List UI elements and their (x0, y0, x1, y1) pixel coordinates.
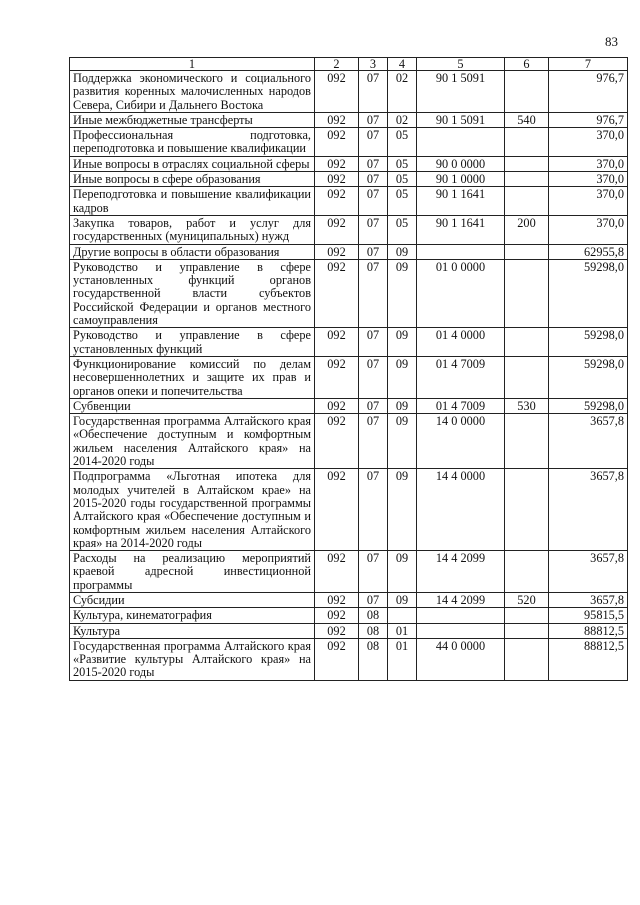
cell-csr: 01 4 7009 (417, 356, 505, 398)
col-header: 1 (70, 58, 315, 71)
cell-rz: 07 (359, 356, 388, 398)
cell-csr: 44 0 0000 (417, 638, 505, 680)
cell-vr (505, 356, 549, 398)
cell-rz: 08 (359, 638, 388, 680)
cell-sum: 370,0 (549, 128, 628, 157)
cell-vr (505, 259, 549, 327)
row-name: Иные вопросы в сфере образования (70, 172, 315, 187)
cell-ved: 092 (315, 259, 359, 327)
cell-pr: 09 (388, 592, 417, 607)
table-row (70, 551, 628, 593)
cell-sum: 3657,8 (549, 414, 628, 469)
table-row (70, 469, 628, 551)
cell-sum: 62955,8 (549, 244, 628, 259)
row-name: Иные межбюджетные трансферты (70, 112, 315, 127)
page-number: 83 (605, 34, 618, 49)
cell-rz: 08 (359, 623, 388, 638)
cell-sum: 370,0 (549, 172, 628, 187)
cell-rz: 07 (359, 244, 388, 259)
cell-rz: 07 (359, 259, 388, 327)
row-name: Руководство и управление в сфере установленных функций (70, 328, 315, 357)
table-row (70, 398, 628, 413)
cell-rz: 07 (359, 328, 388, 357)
cell-vr (505, 128, 549, 157)
cell-sum: 88812,5 (549, 638, 628, 680)
cell-pr: 09 (388, 328, 417, 357)
cell-csr: 14 4 2099 (417, 592, 505, 607)
cell-csr: 01 0 0000 (417, 259, 505, 327)
cell-sum: 59298,0 (549, 328, 628, 357)
cell-rz: 07 (359, 398, 388, 413)
table-row (70, 128, 628, 157)
cell-vr (505, 414, 549, 469)
row-name: Переподготовка и повышение квалификации кадров (70, 187, 315, 216)
cell-ved: 092 (315, 469, 359, 551)
cell-sum: 88812,5 (549, 623, 628, 638)
cell-csr: 14 4 2099 (417, 551, 505, 593)
row-name: Субвенции (70, 398, 315, 413)
cell-ved: 092 (315, 638, 359, 680)
cell-vr (505, 638, 549, 680)
cell-rz: 07 (359, 187, 388, 216)
row-name: Государственная программа Алтайского края «Развитие культуры Алтайского края» на 2015-2020 годы (70, 638, 315, 680)
cell-csr: 90 1 1641 (417, 215, 505, 244)
cell-pr: 09 (388, 244, 417, 259)
cell-sum: 3657,8 (549, 551, 628, 593)
cell-ved: 092 (315, 356, 359, 398)
cell-vr (505, 328, 549, 357)
cell-vr (505, 608, 549, 623)
cell-ved: 092 (315, 328, 359, 357)
cell-ved: 092 (315, 398, 359, 413)
cell-csr: 01 4 7009 (417, 398, 505, 413)
col-header: 6 (505, 58, 549, 71)
table-row (70, 172, 628, 187)
cell-ved: 092 (315, 215, 359, 244)
cell-vr: 520 (505, 592, 549, 607)
cell-csr: 14 0 0000 (417, 414, 505, 469)
cell-rz: 07 (359, 112, 388, 127)
row-name: Культура (70, 623, 315, 638)
budget-table (69, 57, 628, 681)
col-header: 2 (315, 58, 359, 71)
cell-vr (505, 244, 549, 259)
cell-ved: 092 (315, 156, 359, 171)
cell-vr: 200 (505, 215, 549, 244)
cell-pr: 05 (388, 128, 417, 157)
table-row (70, 356, 628, 398)
table-row (70, 215, 628, 244)
col-header: 4 (388, 58, 417, 71)
table-row (70, 328, 628, 357)
cell-vr (505, 469, 549, 551)
cell-csr: 90 1 5091 (417, 71, 505, 113)
cell-rz: 07 (359, 469, 388, 551)
col-header: 5 (417, 58, 505, 71)
cell-ved: 092 (315, 128, 359, 157)
col-header: 7 (549, 58, 628, 71)
cell-pr: 01 (388, 638, 417, 680)
cell-ved: 092 (315, 592, 359, 607)
row-name: Государственная программа Алтайского края «Обеспечение доступным и комфортным жильем населения Алтайского края» на 2014-2020 годы (70, 414, 315, 469)
row-name: Подпрограмма «Льготная ипотека для молодых учителей в Алтайском крае» на 2015-2020 годы государственной программы Алтайского края «Обеспечение доступным и комфортным жильем населения Алтайского края» на 2014-2020 годы (70, 469, 315, 551)
cell-vr (505, 551, 549, 593)
cell-sum: 370,0 (549, 156, 628, 171)
row-name: Иные вопросы в отраслях социальной сферы (70, 156, 315, 171)
cell-csr (417, 608, 505, 623)
cell-rz: 07 (359, 215, 388, 244)
table-row (70, 187, 628, 216)
cell-pr: 02 (388, 71, 417, 113)
cell-pr: 09 (388, 356, 417, 398)
table-row (70, 71, 628, 113)
table-row (70, 244, 628, 259)
table-header-row (70, 58, 628, 71)
row-name: Другие вопросы в области образования (70, 244, 315, 259)
cell-csr: 01 4 0000 (417, 328, 505, 357)
cell-csr: 90 1 1641 (417, 187, 505, 216)
cell-sum: 59298,0 (549, 398, 628, 413)
col-header: 3 (359, 58, 388, 71)
cell-sum: 95815,5 (549, 608, 628, 623)
row-name: Функционирование комиссий по делам несовершеннолетних и защите их прав и органов опеки и попечительства (70, 356, 315, 398)
cell-ved: 092 (315, 608, 359, 623)
row-name: Расходы на реализацию мероприятий краевой адресной инвестиционной программы (70, 551, 315, 593)
cell-ved: 092 (315, 551, 359, 593)
cell-rz: 07 (359, 156, 388, 171)
cell-ved: 092 (315, 187, 359, 216)
cell-rz: 07 (359, 128, 388, 157)
row-name: Культура, кинематография (70, 608, 315, 623)
cell-pr: 02 (388, 112, 417, 127)
cell-csr (417, 244, 505, 259)
cell-sum: 976,7 (549, 71, 628, 113)
cell-pr (388, 608, 417, 623)
cell-sum: 370,0 (549, 187, 628, 216)
row-name: Субсидии (70, 592, 315, 607)
cell-sum: 976,7 (549, 112, 628, 127)
cell-sum: 59298,0 (549, 356, 628, 398)
cell-vr (505, 156, 549, 171)
cell-vr: 530 (505, 398, 549, 413)
cell-pr: 05 (388, 172, 417, 187)
cell-pr: 09 (388, 259, 417, 327)
cell-ved: 092 (315, 71, 359, 113)
cell-rz: 07 (359, 592, 388, 607)
cell-pr: 01 (388, 623, 417, 638)
table-row (70, 592, 628, 607)
cell-ved: 092 (315, 623, 359, 638)
cell-csr: 90 1 0000 (417, 172, 505, 187)
table-row (70, 259, 628, 327)
cell-rz: 08 (359, 608, 388, 623)
cell-csr: 14 4 0000 (417, 469, 505, 551)
cell-csr (417, 128, 505, 157)
cell-sum: 59298,0 (549, 259, 628, 327)
cell-rz: 07 (359, 172, 388, 187)
cell-ved: 092 (315, 172, 359, 187)
table-row (70, 414, 628, 469)
row-name: Поддержка экономического и социального развития коренных малочисленных народов Севера, Сибири и Дальнего Востока (70, 71, 315, 113)
cell-csr: 90 1 5091 (417, 112, 505, 127)
cell-csr (417, 623, 505, 638)
cell-vr: 540 (505, 112, 549, 127)
cell-vr (505, 623, 549, 638)
cell-rz: 07 (359, 414, 388, 469)
table-row (70, 623, 628, 638)
cell-pr: 09 (388, 414, 417, 469)
cell-vr (505, 187, 549, 216)
cell-pr: 09 (388, 398, 417, 413)
cell-rz: 07 (359, 551, 388, 593)
cell-pr: 09 (388, 551, 417, 593)
cell-pr: 05 (388, 215, 417, 244)
cell-pr: 05 (388, 187, 417, 216)
row-name: Закупка товаров, работ и услуг для государственных (муниципальных) нужд (70, 215, 315, 244)
cell-vr (505, 172, 549, 187)
table-row (70, 638, 628, 680)
cell-sum: 370,0 (549, 215, 628, 244)
cell-sum: 3657,8 (549, 592, 628, 607)
table-row (70, 112, 628, 127)
table-row (70, 156, 628, 171)
cell-ved: 092 (315, 244, 359, 259)
cell-sum: 3657,8 (549, 469, 628, 551)
cell-ved: 092 (315, 112, 359, 127)
row-name: Профессиональная подготовка, переподготовка и повышение квалификации (70, 128, 315, 157)
cell-csr: 90 0 0000 (417, 156, 505, 171)
cell-ved: 092 (315, 414, 359, 469)
table-row (70, 608, 628, 623)
row-name: Руководство и управление в сфере установленных функций органов государственной власти субъектов Российской Федерации и органов местного самоуправления (70, 259, 315, 327)
cell-vr (505, 71, 549, 113)
cell-rz: 07 (359, 71, 388, 113)
cell-pr: 05 (388, 156, 417, 171)
cell-pr: 09 (388, 469, 417, 551)
